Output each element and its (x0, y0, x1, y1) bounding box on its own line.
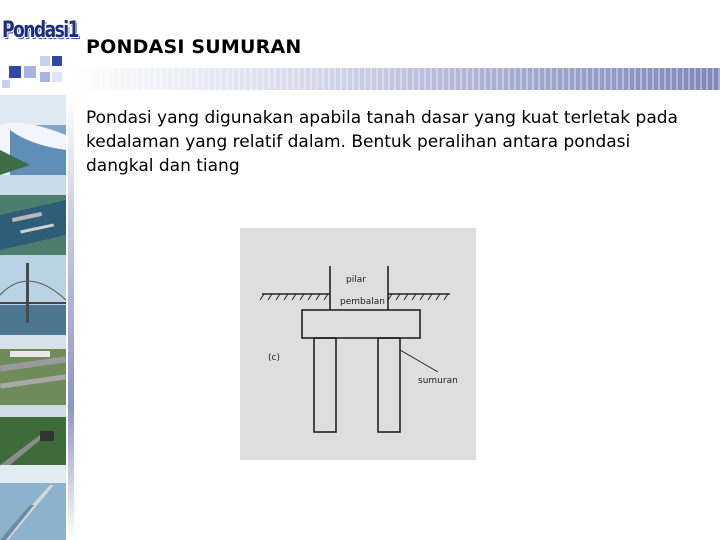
decor-square (40, 56, 50, 66)
decor-square (52, 56, 62, 66)
label-c: (c) (268, 353, 280, 363)
sea-bridge-photo (0, 465, 66, 540)
logo (2, 8, 79, 54)
waterfall-photo (0, 95, 66, 175)
bridge-photo (0, 255, 66, 335)
label-sumuran: sumuran (418, 376, 458, 386)
decor-square (9, 66, 21, 78)
title-bar (70, 68, 720, 90)
photo-strip (0, 95, 66, 540)
logo-text: Pondasi1 (2, 18, 79, 43)
foundation-diagram (240, 228, 476, 460)
label-pilar: pilar (346, 275, 366, 285)
label-pembalan: pembalan (340, 297, 385, 307)
airport-photo (0, 335, 66, 405)
decor-square (40, 72, 50, 82)
decor-square (2, 80, 10, 88)
divider-line (68, 96, 74, 540)
railway-photo (0, 405, 66, 465)
decor-square (24, 66, 36, 78)
body-text: Pondasi yang digunakan apabila tanah dasar yang kuat terletak pada kedalaman yang relatif dalam. Bentuk peralihan antara pondasi dangkal dan tiang (86, 108, 678, 176)
harbor-photo (0, 175, 66, 255)
decor-square (52, 72, 62, 82)
slide-title: PONDASI SUMURAN (86, 36, 302, 58)
